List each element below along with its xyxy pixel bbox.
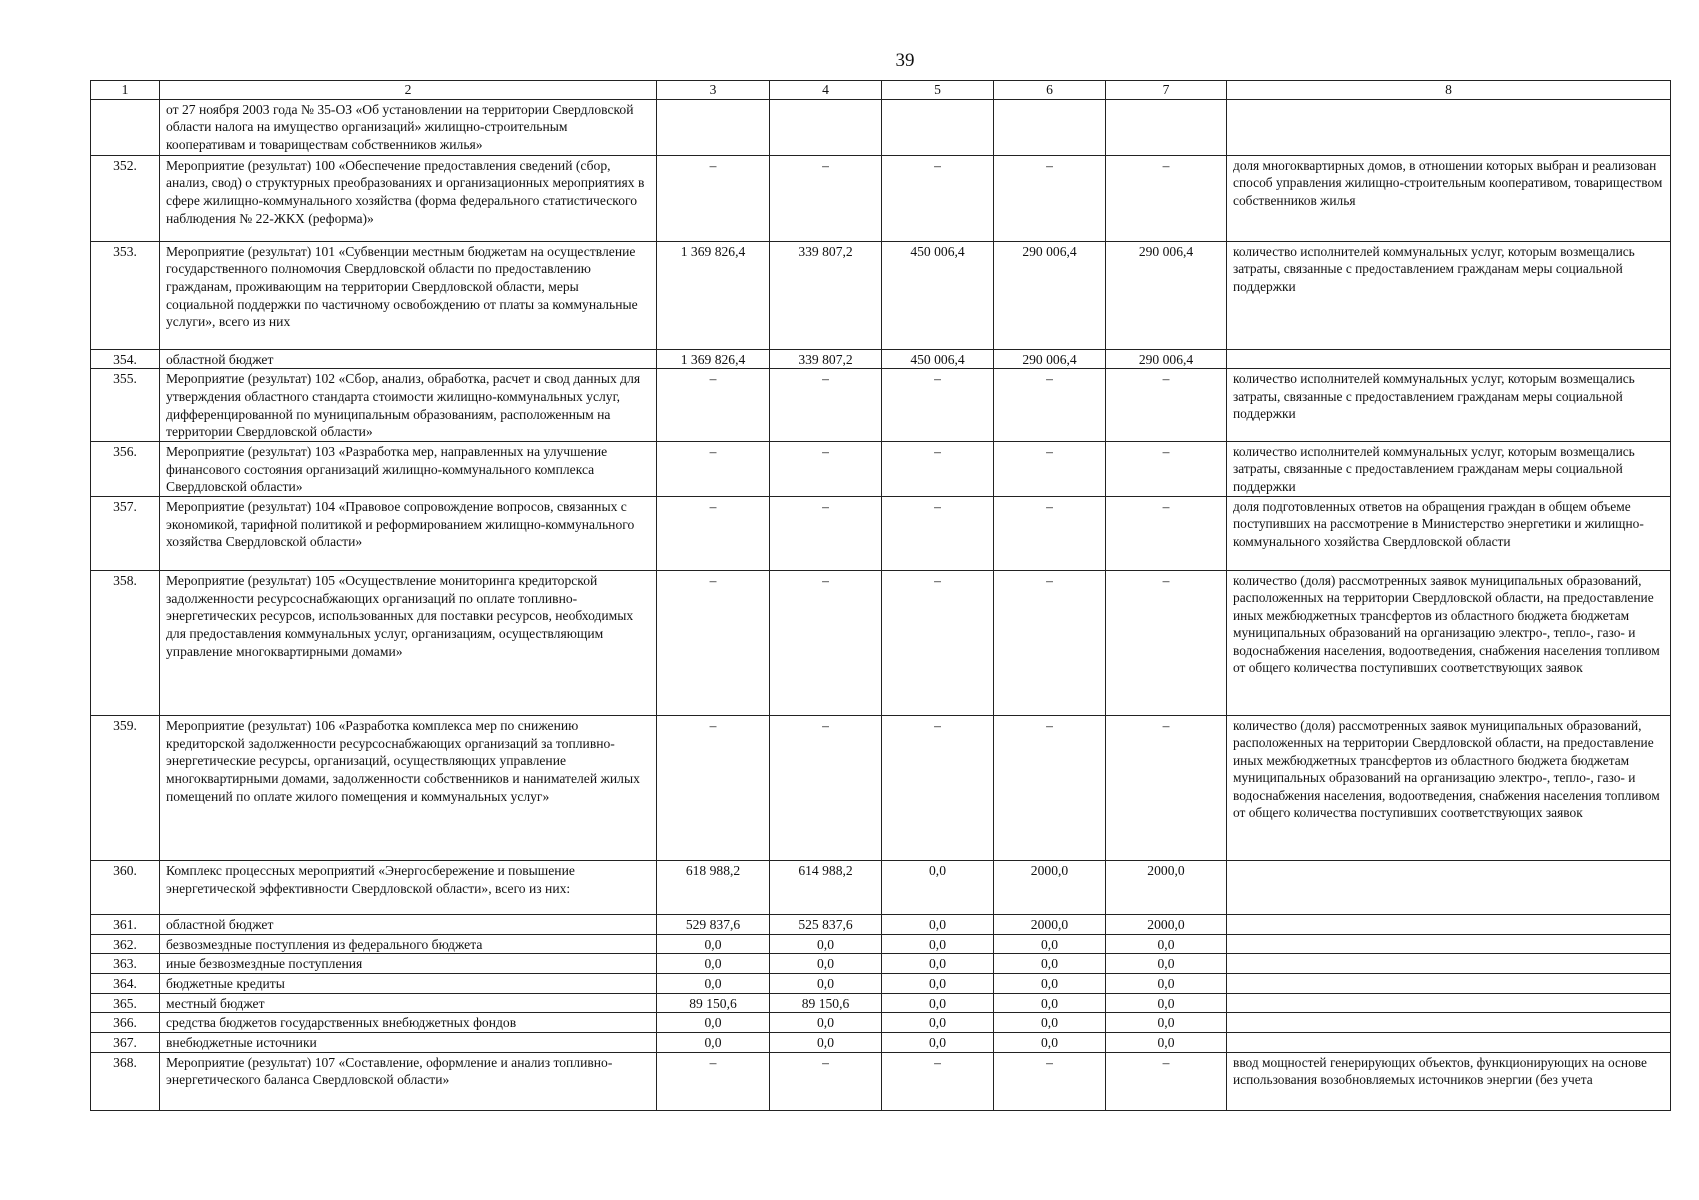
value-col7: – <box>1106 716 1227 861</box>
value-col7: 2000,0 <box>1106 861 1227 915</box>
row-number: 365. <box>91 993 160 1013</box>
value-col5: 0,0 <box>882 1033 994 1053</box>
column-header: 4 <box>770 81 882 100</box>
table-row <box>91 934 1671 954</box>
value-col6: – <box>994 1052 1106 1110</box>
value-col5: 0,0 <box>882 993 994 1013</box>
value-col7: 0,0 <box>1106 954 1227 974</box>
description-cell: Мероприятие (результат) 107 «Составление, оформление и анализ топливно-энергетического баланса Свердловской области» <box>160 1052 657 1110</box>
value-col6: 2000,0 <box>994 861 1106 915</box>
value-col3: – <box>657 1052 770 1110</box>
value-col4: 339 807,2 <box>770 349 882 369</box>
value-col5: 0,0 <box>882 954 994 974</box>
value-col6: 0,0 <box>994 974 1106 994</box>
description-cell: Мероприятие (результат) 102 «Сбор, анализ, обработка, расчет и свод данных для утверждения областного стандарта стоимости жилищно-коммунальных услуг, дифференцированной по муниципальным образованиям, расположенным на территории Свердловской области» <box>160 369 657 442</box>
row-number: 356. <box>91 442 160 497</box>
row-number: 352. <box>91 155 160 241</box>
description-cell: безвозмездные поступления из федерального бюджета <box>160 934 657 954</box>
column-header: 2 <box>160 81 657 100</box>
value-col6: 0,0 <box>994 954 1106 974</box>
result-cell: ввод мощностей генерирующих объектов, функционирующих на основе использования возобновляемых источников энергии (без учета <box>1227 1052 1671 1110</box>
value-col6: 0,0 <box>994 993 1106 1013</box>
value-col5 <box>882 99 994 155</box>
value-col5: 0,0 <box>882 915 994 935</box>
row-number: 358. <box>91 571 160 716</box>
value-col4: – <box>770 369 882 442</box>
row-number: 354. <box>91 349 160 369</box>
column-header: 6 <box>994 81 1106 100</box>
table-row <box>91 369 1671 442</box>
description-cell: областной бюджет <box>160 915 657 935</box>
value-col3 <box>657 99 770 155</box>
value-col4: – <box>770 442 882 497</box>
value-col4: 0,0 <box>770 934 882 954</box>
description-cell: от 27 ноября 2003 года № 35-ОЗ «Об установлении на территории Свердловской области налога на имущество организаций» жилищно-строительным кооперативам и товариществам собственников жилья» <box>160 99 657 155</box>
value-col6: – <box>994 369 1106 442</box>
description-cell: Комплекс процессных мероприятий «Энергосбережение и повышение энергетической эффективности Свердловской области», всего из них: <box>160 861 657 915</box>
value-col7: – <box>1106 497 1227 571</box>
description-cell: областной бюджет <box>160 349 657 369</box>
value-col3: – <box>657 155 770 241</box>
value-col5: 450 006,4 <box>882 241 994 349</box>
result-cell <box>1227 974 1671 994</box>
table-row <box>91 155 1671 241</box>
value-col3: 0,0 <box>657 974 770 994</box>
table-row <box>91 861 1671 915</box>
value-col4: 0,0 <box>770 1013 882 1033</box>
value-col3: 1 369 826,4 <box>657 241 770 349</box>
row-number: 362. <box>91 934 160 954</box>
value-col6: – <box>994 497 1106 571</box>
value-col7: – <box>1106 571 1227 716</box>
value-col3: 0,0 <box>657 1013 770 1033</box>
value-col3: – <box>657 497 770 571</box>
value-col3: – <box>657 716 770 861</box>
result-cell <box>1227 915 1671 935</box>
result-cell: количество (доля) рассмотренных заявок муниципальных образований, расположенных на территории Свердловской области, на предоставление иных межбюджетных трансфертов из областного бюджета бюджетам муниципальных образований на организацию электро-, тепло-, газо- и водоснабжения населения, водоотведения, снабжения населения топливом от общего количества поступивших соответствующих заявок <box>1227 716 1671 861</box>
value-col7: 0,0 <box>1106 1033 1227 1053</box>
value-col3: 0,0 <box>657 934 770 954</box>
value-col6 <box>994 99 1106 155</box>
value-col7: – <box>1106 155 1227 241</box>
value-col3: 618 988,2 <box>657 861 770 915</box>
value-col7: 290 006,4 <box>1106 349 1227 369</box>
description-cell: бюджетные кредиты <box>160 974 657 994</box>
result-cell: доля многоквартирных домов, в отношении которых выбран и реализован способ управления жилищно-строительным кооперативом, товариществом собственников жилья <box>1227 155 1671 241</box>
table-row <box>91 571 1671 716</box>
column-header: 5 <box>882 81 994 100</box>
value-col6: 0,0 <box>994 934 1106 954</box>
value-col3: 0,0 <box>657 954 770 974</box>
row-number: 360. <box>91 861 160 915</box>
value-col5: 0,0 <box>882 934 994 954</box>
description-cell: средства бюджетов государственных внебюджетных фондов <box>160 1013 657 1033</box>
value-col6: 290 006,4 <box>994 349 1106 369</box>
value-col7: – <box>1106 1052 1227 1110</box>
table-body <box>91 99 1671 1110</box>
page-number: 39 <box>895 50 915 71</box>
row-number: 367. <box>91 1033 160 1053</box>
value-col5: – <box>882 716 994 861</box>
table-row <box>91 349 1671 369</box>
value-col4: – <box>770 716 882 861</box>
row-number: 357. <box>91 497 160 571</box>
table-row <box>91 993 1671 1013</box>
value-col6: 0,0 <box>994 1033 1106 1053</box>
value-col4: 89 150,6 <box>770 993 882 1013</box>
result-cell <box>1227 349 1671 369</box>
value-col7: 2000,0 <box>1106 915 1227 935</box>
table-row <box>91 241 1671 349</box>
value-col4: 339 807,2 <box>770 241 882 349</box>
value-col4: 0,0 <box>770 954 882 974</box>
value-col5: – <box>882 497 994 571</box>
result-cell: количество исполнителей коммунальных услуг, которым возмещались затраты, связанные с предоставлением гражданам меры социальной поддержки <box>1227 241 1671 349</box>
value-col7: 0,0 <box>1106 934 1227 954</box>
result-cell <box>1227 99 1671 155</box>
header-row <box>91 81 1671 100</box>
value-col6: 290 006,4 <box>994 241 1106 349</box>
row-number <box>91 99 160 155</box>
value-col7: – <box>1106 442 1227 497</box>
row-number: 361. <box>91 915 160 935</box>
value-col5: – <box>882 1052 994 1110</box>
row-number: 368. <box>91 1052 160 1110</box>
value-col3: – <box>657 442 770 497</box>
result-cell <box>1227 993 1671 1013</box>
value-col7: 0,0 <box>1106 993 1227 1013</box>
program-table <box>90 80 1671 1111</box>
value-col4: – <box>770 1052 882 1110</box>
table-row <box>91 1052 1671 1110</box>
value-col3: 0,0 <box>657 1033 770 1053</box>
value-col7 <box>1106 99 1227 155</box>
value-col5: – <box>882 442 994 497</box>
result-cell <box>1227 861 1671 915</box>
value-col6: – <box>994 571 1106 716</box>
value-col6: 0,0 <box>994 1013 1106 1033</box>
description-cell: Мероприятие (результат) 100 «Обеспечение предоставления сведений (сбор, анализ, свод) о структурных преобразованиях и организационных мероприятиях в сфере жилищно-коммунального хозяйства (форма федерального статистического наблюдения № 22-ЖКХ (реформа)» <box>160 155 657 241</box>
description-cell: внебюджетные источники <box>160 1033 657 1053</box>
table-row <box>91 954 1671 974</box>
value-col5: – <box>882 155 994 241</box>
result-cell: доля подготовленных ответов на обращения граждан в общем объеме поступивших на рассмотрение в Министерство энергетики и жилищно-коммунального хозяйства Свердловской области <box>1227 497 1671 571</box>
value-col4: 525 837,6 <box>770 915 882 935</box>
table-row <box>91 915 1671 935</box>
value-col3: 1 369 826,4 <box>657 349 770 369</box>
value-col7: 0,0 <box>1106 974 1227 994</box>
description-cell: местный бюджет <box>160 993 657 1013</box>
value-col4 <box>770 99 882 155</box>
value-col6: 2000,0 <box>994 915 1106 935</box>
description-cell: иные безвозмездные поступления <box>160 954 657 974</box>
value-col4: 0,0 <box>770 974 882 994</box>
value-col5: – <box>882 369 994 442</box>
table-row <box>91 1033 1671 1053</box>
description-cell: Мероприятие (результат) 101 «Субвенции местным бюджетам на осуществление государственного полномочия Свердловской области по предоставлению гражданам, проживающим на территории Свердловской области, меры социальной поддержки по частичному освобождению от платы за коммунальные услуги», всего из них <box>160 241 657 349</box>
table-row <box>91 442 1671 497</box>
value-col4: – <box>770 571 882 716</box>
table-row <box>91 99 1671 155</box>
row-number: 353. <box>91 241 160 349</box>
table-header <box>91 81 1671 100</box>
value-col4: – <box>770 497 882 571</box>
value-col7: 0,0 <box>1106 1013 1227 1033</box>
description-cell: Мероприятие (результат) 103 «Разработка мер, направленных на улучшение финансового состояния организаций жилищно-коммунального комплекса Свердловской области» <box>160 442 657 497</box>
table-row <box>91 497 1671 571</box>
value-col3: 89 150,6 <box>657 993 770 1013</box>
value-col3: – <box>657 369 770 442</box>
row-number: 355. <box>91 369 160 442</box>
result-cell: количество исполнителей коммунальных услуг, которым возмещались затраты, связанные с предоставлением гражданам меры социальной поддержки <box>1227 442 1671 497</box>
column-header: 7 <box>1106 81 1227 100</box>
row-number: 359. <box>91 716 160 861</box>
table-row <box>91 1013 1671 1033</box>
table-row <box>91 716 1671 861</box>
value-col5: 0,0 <box>882 861 994 915</box>
result-cell <box>1227 954 1671 974</box>
value-col4: 614 988,2 <box>770 861 882 915</box>
value-col5: – <box>882 571 994 716</box>
result-cell: количество (доля) рассмотренных заявок муниципальных образований, расположенных на территории Свердловской области, на предоставление иных межбюджетных трансфертов из областного бюджета бюджетам муниципальных образований на организацию электро-, тепло-, газо- и водоснабжения населения, водоотведения, снабжения населения топливом от общего количества поступивших соответствующих заявок <box>1227 571 1671 716</box>
value-col4: – <box>770 155 882 241</box>
result-cell <box>1227 1013 1671 1033</box>
value-col6: – <box>994 442 1106 497</box>
value-col4: 0,0 <box>770 1033 882 1053</box>
value-col5: 0,0 <box>882 974 994 994</box>
column-header: 1 <box>91 81 160 100</box>
row-number: 366. <box>91 1013 160 1033</box>
value-col6: – <box>994 155 1106 241</box>
description-cell: Мероприятие (результат) 104 «Правовое сопровождение вопросов, связанных с экономикой, тарифной политикой и реформированием жилищно-коммунального хозяйства Свердловской области» <box>160 497 657 571</box>
description-cell: Мероприятие (результат) 105 «Осуществление мониторинга кредиторской задолженности ресурсоснабжающих организаций по оплате топливно-энергетических ресурсов, использованных для поставки ресурсов, необходимых для предоставления коммунальных услуг, организациям, осуществляющим управление многоквартирными домами» <box>160 571 657 716</box>
value-col5: 0,0 <box>882 1013 994 1033</box>
table-row <box>91 974 1671 994</box>
result-cell <box>1227 934 1671 954</box>
column-header: 8 <box>1227 81 1671 100</box>
value-col7: – <box>1106 369 1227 442</box>
value-col3: – <box>657 571 770 716</box>
result-cell <box>1227 1033 1671 1053</box>
result-cell: количество исполнителей коммунальных услуг, которым возмещались затраты, связанные с предоставлением гражданам меры социальной поддержки <box>1227 369 1671 442</box>
row-number: 363. <box>91 954 160 974</box>
value-col7: 290 006,4 <box>1106 241 1227 349</box>
value-col3: 529 837,6 <box>657 915 770 935</box>
description-cell: Мероприятие (результат) 106 «Разработка комплекса мер по снижению кредиторской задолженности ресурсоснабжающих организаций за топливно-энергетические ресурсы, организаций, осуществляющих управление многоквартирными домами, задолженности собственников и нанимателей жилых помещений по оплате жилого помещения и коммунальных услуг» <box>160 716 657 861</box>
column-header: 3 <box>657 81 770 100</box>
value-col5: 450 006,4 <box>882 349 994 369</box>
value-col6: – <box>994 716 1106 861</box>
row-number: 364. <box>91 974 160 994</box>
